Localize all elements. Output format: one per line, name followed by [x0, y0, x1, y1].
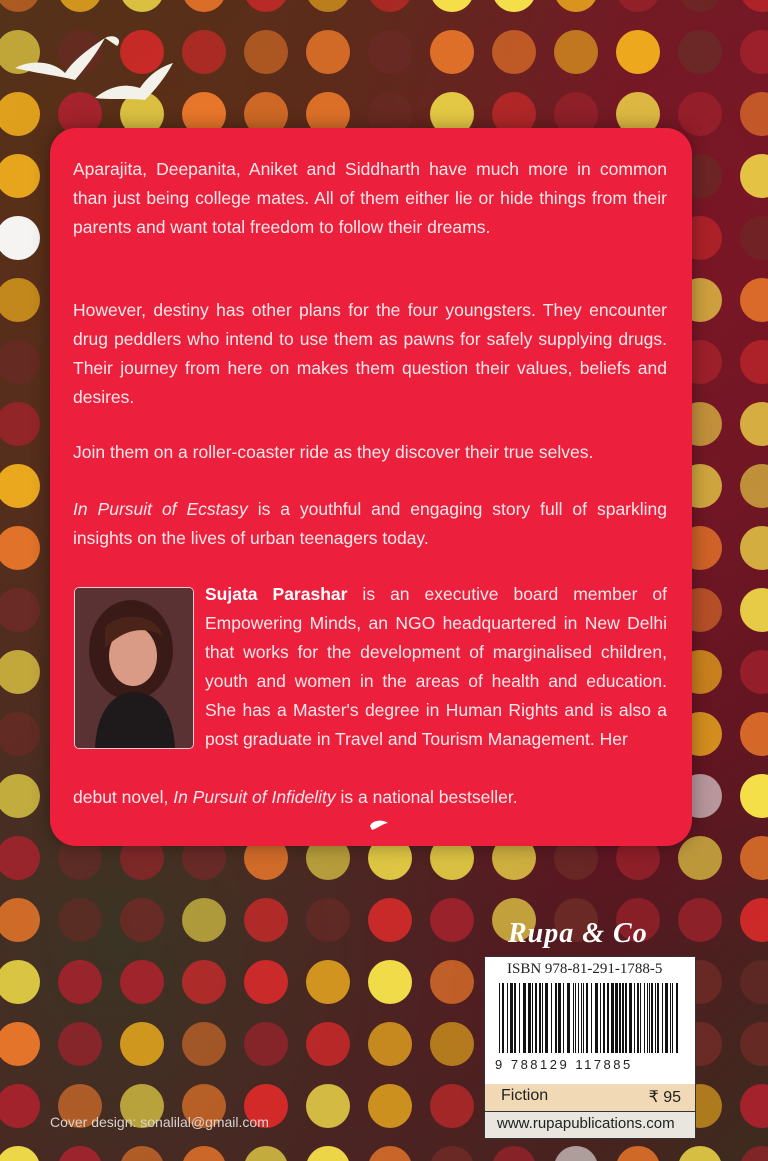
- barcode-bar: [523, 983, 526, 1053]
- background-dot: [244, 960, 288, 1004]
- barcode-bar: [514, 983, 516, 1053]
- barcode-bar: [625, 983, 627, 1053]
- publisher-website: www.rupapublications.com: [497, 1115, 675, 1132]
- isbn-barcode-box: [484, 956, 696, 1086]
- barcode-bar: [567, 983, 570, 1053]
- background-dot: [368, 1146, 412, 1161]
- background-dot: [120, 1146, 164, 1161]
- barcode-bar: [665, 983, 668, 1053]
- barcode-bar: [563, 983, 564, 1053]
- author-photo: [74, 587, 194, 749]
- author-bio-prefix: debut novel,: [73, 787, 174, 807]
- background-dot: [0, 588, 40, 632]
- barcode-bar: [649, 983, 650, 1053]
- background-dot: [306, 30, 350, 74]
- background-dot: [182, 960, 226, 1004]
- author-bio: [205, 580, 667, 754]
- background-dot: [0, 836, 40, 880]
- background-dot: [368, 0, 412, 12]
- background-dot: [182, 1022, 226, 1066]
- background-dot: [58, 1146, 102, 1161]
- background-dot: [58, 960, 102, 1004]
- barcode-bar: [510, 983, 513, 1053]
- barcode-bar: [651, 983, 653, 1053]
- background-dot: [0, 464, 40, 508]
- background-dot: [368, 1084, 412, 1128]
- barcode-bar: [670, 983, 671, 1053]
- background-dot: [244, 1146, 288, 1161]
- synopsis-paragraph-4: [73, 495, 667, 553]
- barcode-digits: 9 788129 117885: [495, 1057, 633, 1072]
- barcode-bar: [655, 983, 656, 1053]
- publisher-logo: Rupa & Co: [508, 918, 648, 949]
- synopsis-paragraph-1: Aparajita, Deepanita, Aniket and Siddharth have much more in common than just being college mates. All of them either lie or hide things from their parents and want total freedom to follow their dreams.: [73, 159, 667, 237]
- background-dot: [740, 836, 768, 880]
- synopsis-paragraph-4-text: is a youthful and engaging story full of sparkling insights on the lives of urban teenagers today.: [73, 499, 667, 548]
- background-dot: [492, 30, 536, 74]
- barcode-bar: [619, 983, 621, 1053]
- background-dot: [740, 650, 768, 694]
- background-dot: [0, 650, 40, 694]
- barcode-bar: [586, 983, 588, 1053]
- barcode-bar: [672, 983, 673, 1053]
- website-strip: [484, 1112, 696, 1139]
- background-dot: [0, 898, 40, 942]
- background-dot: [306, 0, 350, 12]
- barcode-bar: [551, 983, 552, 1053]
- background-dot: [182, 1146, 226, 1161]
- barcode-bar: [607, 983, 609, 1053]
- barcode-bar: [657, 983, 659, 1053]
- author-name: Sujata Parashar: [205, 584, 348, 604]
- background-dot: [740, 588, 768, 632]
- background-dot: [740, 0, 768, 12]
- background-dot: [306, 1022, 350, 1066]
- background-dot: [244, 30, 288, 74]
- background-dot: [182, 30, 226, 74]
- price-label: ₹ 95: [648, 1089, 681, 1106]
- barcode-bar: [603, 983, 605, 1053]
- background-dot: [678, 1146, 722, 1161]
- background-dot: [120, 898, 164, 942]
- background-dot: [0, 1084, 40, 1128]
- background-dot: [740, 92, 768, 136]
- background-dot: [368, 960, 412, 1004]
- barcode-bar: [600, 983, 601, 1053]
- author-bio-text: is an executive board member of Empowering Minds, an NGO headquartered in New Delhi that works for the development of marginalised children, youth and women in the areas of health and education. She has a Master's degree in Human Rights and is also a post graduate in Travel and Tourism Management. Her: [205, 584, 667, 749]
- background-dot: [120, 960, 164, 1004]
- background-dot: [740, 340, 768, 384]
- ink-mark: [368, 818, 390, 832]
- background-dot: [0, 278, 40, 322]
- background-dot: [554, 30, 598, 74]
- background-dot: [616, 1146, 660, 1161]
- background-dot: [740, 402, 768, 446]
- cover-design-credit: Cover design: sonalilal@gmail.com: [50, 1114, 269, 1130]
- barcode-bar: [558, 983, 561, 1053]
- background-dot: [244, 898, 288, 942]
- background-dot: [0, 0, 40, 12]
- background-dot: [740, 154, 768, 198]
- background-dot: [182, 898, 226, 942]
- barcode-bar: [634, 983, 635, 1053]
- background-dot: [368, 30, 412, 74]
- background-dot: [306, 1146, 350, 1161]
- background-dot: [306, 960, 350, 1004]
- previous-book-title: In Pursuit of Infidelity: [173, 787, 336, 807]
- background-dot: [58, 0, 102, 12]
- background-dot: [740, 1146, 768, 1161]
- background-dot: [740, 712, 768, 756]
- barcode-bar: [583, 983, 584, 1053]
- background-dot: [0, 526, 40, 570]
- barcode: [497, 983, 683, 1055]
- barcode-bar: [595, 983, 598, 1053]
- background-dot: [492, 0, 536, 12]
- barcode-bar: [637, 983, 639, 1053]
- barcode-bar: [615, 983, 618, 1053]
- barcode-bar: [611, 983, 614, 1053]
- background-dot: [306, 898, 350, 942]
- background-dot: [740, 30, 768, 74]
- background-dot: [0, 340, 40, 384]
- background-dot: [492, 1146, 536, 1161]
- barcode-bar: [555, 983, 557, 1053]
- background-dot: [678, 898, 722, 942]
- barcode-bar: [662, 983, 663, 1053]
- barcode-bar: [545, 983, 548, 1053]
- background-dot: [678, 30, 722, 74]
- background-dot: [306, 1084, 350, 1128]
- background-dot: [554, 0, 598, 12]
- background-dot: [0, 154, 40, 198]
- background-dot: [0, 1022, 40, 1066]
- barcode-bar: [528, 983, 531, 1053]
- barcode-bar: [622, 983, 624, 1053]
- background-dot: [120, 1022, 164, 1066]
- barcode-bar: [591, 983, 592, 1053]
- background-dot: [120, 0, 164, 12]
- background-dot: [678, 92, 722, 136]
- barcode-bar: [535, 983, 537, 1053]
- genre-label: Fiction: [501, 1087, 549, 1104]
- barcode-bar: [542, 983, 543, 1053]
- background-dot: [244, 1022, 288, 1066]
- background-dot: [740, 898, 768, 942]
- background-dot: [740, 960, 768, 1004]
- background-dot: [368, 898, 412, 942]
- background-dot: [58, 898, 102, 942]
- background-dot: [430, 960, 474, 1004]
- isbn-label: ISBN 978-81-291-1788-5: [507, 961, 663, 977]
- background-dot: [58, 1022, 102, 1066]
- barcode-bar: [575, 983, 576, 1053]
- background-dot: [678, 0, 722, 12]
- background-dot: [0, 774, 40, 818]
- barcode-bar: [499, 983, 500, 1053]
- background-dot: [678, 836, 722, 880]
- background-dot: [740, 774, 768, 818]
- background-dot: [740, 1084, 768, 1128]
- background-dot: [430, 30, 474, 74]
- synopsis-paragraph-3: Join them on a roller-coaster ride as they discover their true selves.: [73, 442, 594, 462]
- background-dot: [0, 1146, 40, 1161]
- background-dot: [740, 278, 768, 322]
- book-title: In Pursuit of Ecstasy: [73, 499, 248, 519]
- background-dot: [0, 712, 40, 756]
- barcode-bar: [640, 983, 641, 1053]
- background-dot: [430, 898, 474, 942]
- barcode-bar: [507, 983, 508, 1053]
- background-dot: [182, 0, 226, 12]
- background-dot: [616, 0, 660, 12]
- barcode-bar: [573, 983, 574, 1053]
- background-dot: [616, 30, 660, 74]
- barcode-bar: [539, 983, 541, 1053]
- background-dot: [740, 1022, 768, 1066]
- background-dot: [430, 0, 474, 12]
- background-dot: [244, 0, 288, 12]
- background-dot: [554, 1146, 598, 1161]
- barcode-bar: [578, 983, 579, 1053]
- barcode-bar: [676, 983, 678, 1053]
- background-dot: [0, 960, 40, 1004]
- background-dot: [430, 1022, 474, 1066]
- barcode-bar: [502, 983, 504, 1053]
- barcode-bar: [629, 983, 632, 1053]
- birds-illustration: [5, 28, 175, 118]
- background-dot: [740, 526, 768, 570]
- background-dot: [0, 216, 40, 260]
- author-bio-suffix: is a national bestseller.: [335, 787, 518, 807]
- barcode-bar: [647, 983, 648, 1053]
- background-dot: [0, 402, 40, 446]
- synopsis-paragraph-2: However, destiny has other plans for the four youngsters. They encounter drug peddlers who intend to use them as pawns for safely supplying drugs. Their journey from here on makes them question their values, beliefs and desires.: [73, 300, 667, 407]
- price-strip: [484, 1084, 696, 1112]
- barcode-bar: [519, 983, 520, 1053]
- background-dot: [740, 464, 768, 508]
- barcode-bar: [581, 983, 582, 1053]
- background-dot: [430, 1084, 474, 1128]
- barcode-bar: [532, 983, 533, 1053]
- barcode-bar: [644, 983, 645, 1053]
- background-dot: [430, 1146, 474, 1161]
- author-bio-last-line: [73, 783, 673, 812]
- background-dot: [368, 1022, 412, 1066]
- background-dot: [740, 216, 768, 260]
